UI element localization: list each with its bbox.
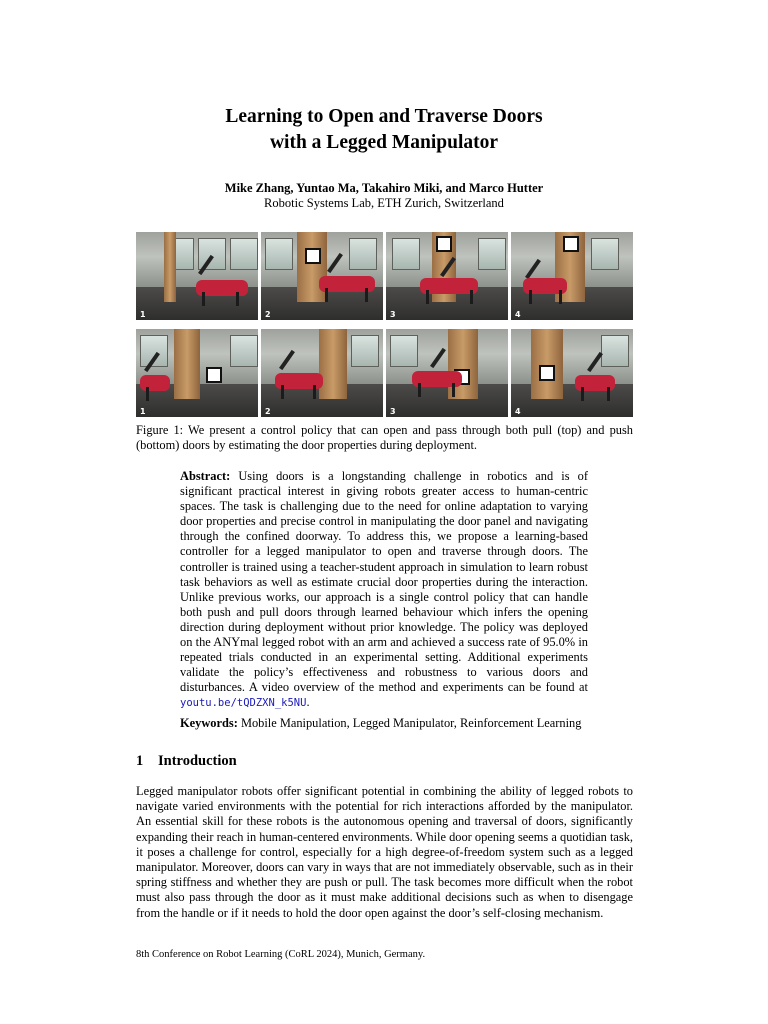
photo-label: 3	[390, 310, 396, 319]
conference-footer: 8th Conference on Robot Learning (CoRL 2024), Munich, Germany.	[136, 949, 426, 960]
photo-bottom-1	[136, 329, 258, 417]
section-heading	[136, 753, 237, 770]
abstract-end: .	[306, 695, 310, 710]
photo-label: 1	[140, 407, 146, 416]
keywords-label: Keywords:	[180, 716, 238, 730]
photo-top-2	[261, 232, 383, 320]
section-title: Introduction	[158, 753, 237, 769]
photo-top-3	[386, 232, 508, 320]
figure-caption: Figure 1: We present a control policy that can open and pass through both pull (top) and push (bottom) doors by estimating the door properties during deployment.	[136, 423, 633, 452]
authors: Mike Zhang, Yuntao Ma, Takahiro Miki, and Marco Hutter	[224, 181, 544, 195]
affiliation: Robotic Systems Lab, ETH Zurich, Switzerland	[264, 196, 504, 210]
title-line-1: Learning to Open and Traverse Doors	[225, 106, 543, 127]
photo-bottom-3	[386, 329, 508, 417]
photo-top-1	[136, 232, 258, 320]
photo-label: 3	[390, 407, 396, 416]
paper-title	[0, 104, 768, 156]
photo-bottom-2	[261, 329, 383, 417]
keywords-text: Mobile Manipulation, Legged Manipulator, Reinforcement Learning	[240, 716, 582, 730]
abstract-label: Abstract:	[180, 469, 231, 483]
abstract-text: Using doors is a longstanding challenge in robotics and is of significant practical interest in giving robots greater access to human-centric spaces. The task is challenging due to the need for online adaptation to varying door properties and precise control in manipulating the door panel and navigating through the confined doorway. To address this, we propose a learning-based controller for a legged manipulator to open and traverse through doors. The controller is trained using a teacher-student approach in simulation to learn robust task behaviors as well as estimate crucial door properties during the interaction. Unlike previous works, our approach is a single control policy that can handle both push and pull doors through learned behaviour which infers the opening direction during deployment without prior knowledge. The policy was deployed on the ANYmal legged robot with an arm and achieved a success rate of 95.0% in repeated trials conducted in an experimental setting. Additional experiments validate the policy’s effectiveness and robustness to various doors and disturbances. A video overview of the method and experiments can be found at	[180, 469, 588, 695]
intro-paragraph: Legged manipulator robots offer significant potential in combining the ability of legged robots to navigate varied environments with the potential for rich interactions afforded by the manipulator. An essential skill for these robots is the autonomous opening and traversal of doors, significantly expanding their reach in human-centered environments. While door opening seems a quotidian task, it poses a challenge for control, especially for a high degree-of-freedom system such as a legged manipulator. Moreover, doors can vary in ways that are not immediately observable, such as in their spring stiffness and whether they are push or pull. The task becomes more difficult when the robot must also pass through the door as it must make additional decisions such as when to disengage from the handle or if it needs to hold the door open against the door’s self-closing mechanism.	[136, 784, 633, 920]
keywords	[180, 716, 620, 731]
photo-top-4	[511, 232, 633, 320]
photo-bottom-4	[511, 329, 633, 417]
abstract	[180, 469, 588, 712]
photo-label: 4	[515, 310, 521, 319]
photo-label: 4	[515, 407, 521, 416]
photo-label: 2	[265, 407, 271, 416]
video-link[interactable]: youtu.be/tQDZXN_k5NU	[180, 697, 307, 710]
section-number: 1	[136, 753, 144, 769]
title-line-2: with a Legged Manipulator	[269, 132, 499, 153]
photo-label: 2	[265, 310, 271, 319]
figure-1	[136, 232, 633, 419]
photo-label: 1	[140, 310, 146, 319]
